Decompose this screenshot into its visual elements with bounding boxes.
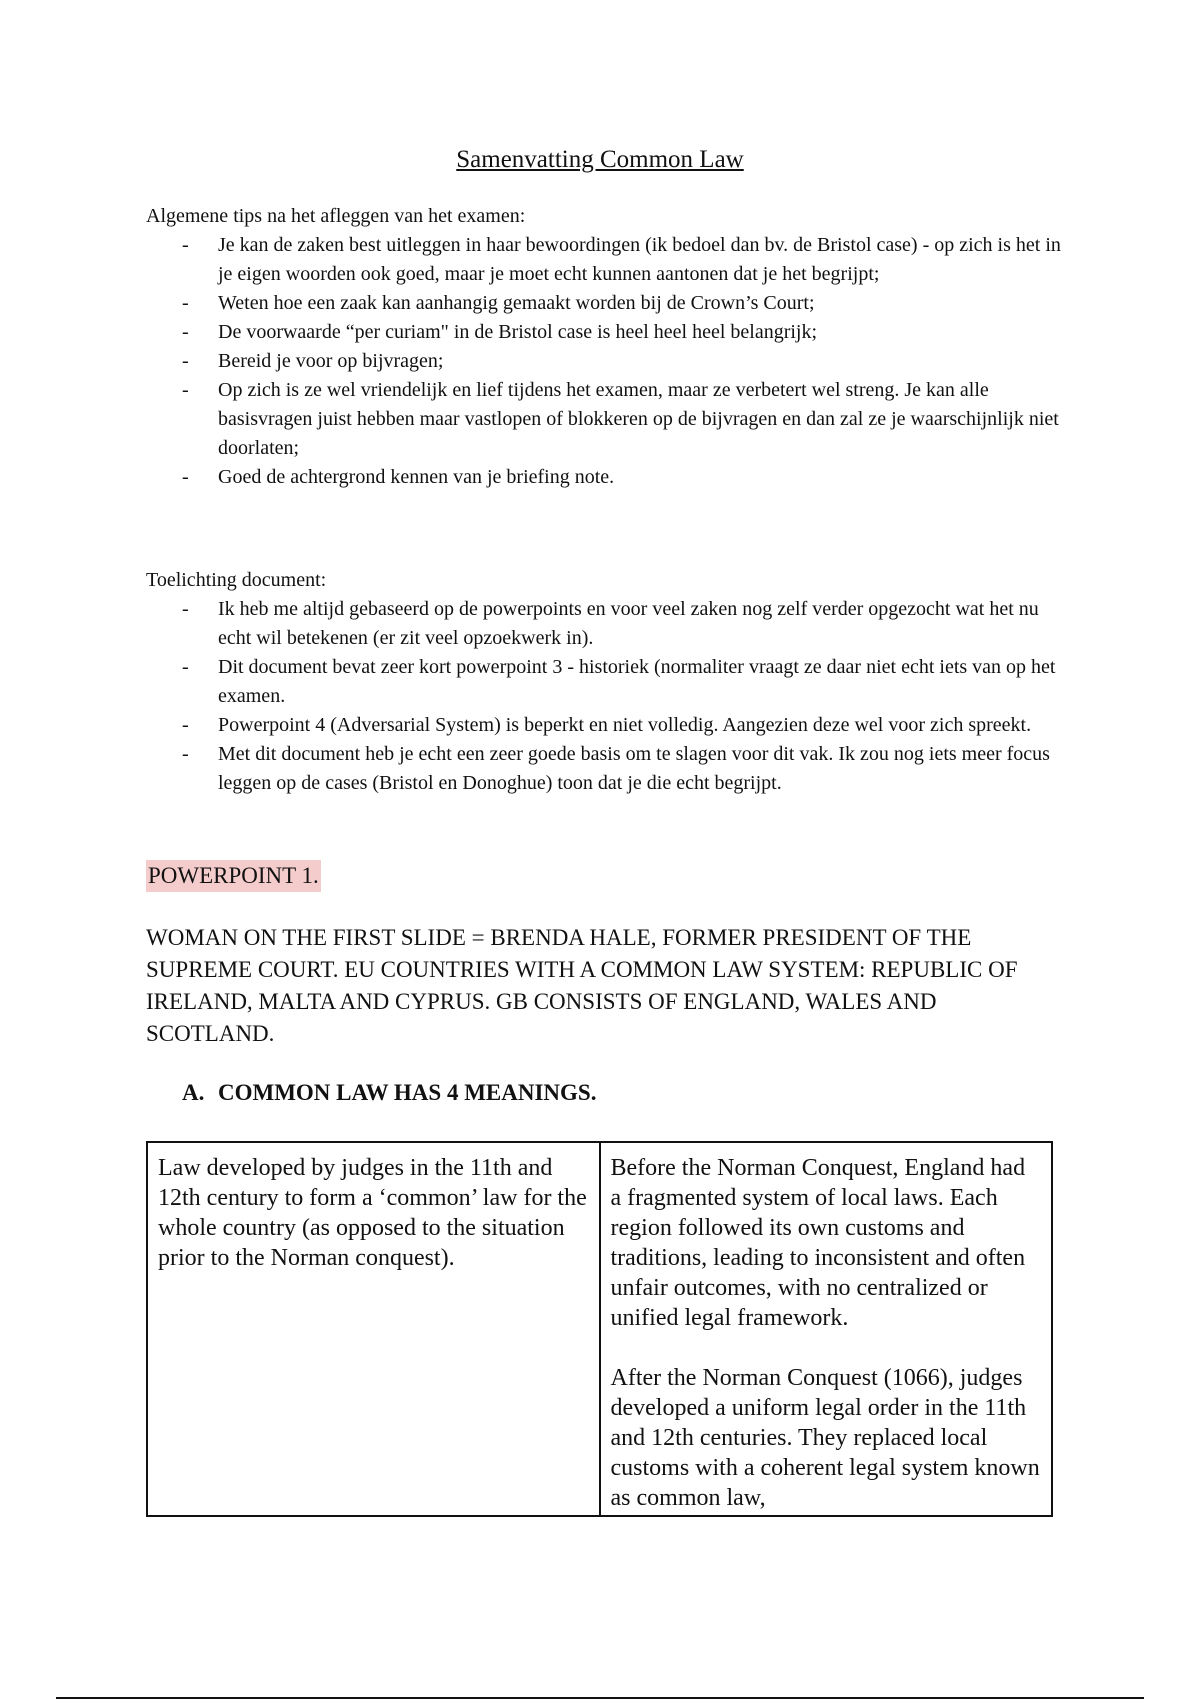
list-item: - Je kan de zaken best uitleggen in haar bewoordingen (ik bedoel dan bv. de Bristol case) - op zich is het in je eigen woorden ook goed, maar je moet echt kunnen aantonen dat je het begrijpt;: [146, 231, 1066, 289]
list-item: - Powerpoint 4 (Adversarial System) is beperkt en niet volledig. Aangezien deze wel voor zich spreekt.: [146, 711, 1066, 740]
list-item: - Bereid je voor op bijvragen;: [146, 347, 1066, 376]
table-cell-right: [600, 1142, 1053, 1516]
page-divider: [56, 1697, 1144, 1699]
powerpoint-label: POWERPOINT 1.: [146, 860, 321, 892]
subheading-marker: A.: [182, 1080, 205, 1105]
table-row: [147, 1142, 1052, 1516]
cell-text: Law developed by judges in the 11th and 12th century to form a ‘common’ law for the whole country (as opposed to the situation prior to the Norman conquest).: [158, 1155, 587, 1271]
list-item: - Op zich is ze wel vriendelijk en lief tijdens het examen, maar ze verbetert wel streng. Je kan alle basisvragen juist hebben maar vastlopen of blokkeren op de bijvragen en dan zal ze je waarschijnlijk niet doorlaten;: [146, 376, 1066, 463]
list-item: - Met dit document heb je echt een zeer goede basis om te slagen voor dit vak. Ik zou nog iets meer focus leggen op de cases (Bristol en Donoghue) toon dat je die echt begrijpt.: [146, 740, 1066, 798]
exam-tips-section: [146, 202, 1066, 492]
intro-paragraph: WOMAN ON THE FIRST SLIDE = BRENDA HALE, FORMER PRESIDENT OF THE SUPREME COURT. EU COUNTRIES WITH A COMMON LAW SYSTEM: REPUBLIC OF IRELAND, MALTA AND CYPRUS. GB CONSISTS OF ENGLAND, WALES AND SCOTLAND.: [146, 925, 1018, 1046]
cell-text: After the Norman Conquest (1066), judges developed a uniform legal order in the 11th and 12th centuries. They replaced local customs with a coherent legal system known as common law,: [610, 1365, 1040, 1511]
list-item: - De voorwaarde “per curiam" in de Bristol case is heel heel heel belangrijk;: [146, 318, 1066, 347]
document-notes-list: [146, 595, 1066, 798]
section-subheading: [182, 1080, 596, 1106]
list-item: - Goed de achtergrond kennen van je briefing note.: [146, 463, 1066, 492]
list-item: - Dit document bevat zeer kort powerpoint 3 - historiek (normaliter vraagt ze daar niet echt iets van op het examen.: [146, 653, 1066, 711]
document-notes-heading: Toelichting document:: [146, 569, 327, 591]
exam-tips-list: [146, 231, 1066, 492]
list-item: - Weten hoe een zaak kan aanhangig gemaakt worden bij de Crown’s Court;: [146, 289, 1066, 318]
table-cell-left: [147, 1142, 600, 1516]
cell-text: Before the Norman Conquest, England had a fragmented system of local laws. Each region followed its own customs and traditions, leading to inconsistent and often unfair outcomes, with no centralized or unified legal framework.: [610, 1155, 1026, 1331]
document-title: Samenvatting Common Law: [456, 146, 744, 173]
document-notes-section: [146, 566, 1066, 798]
meanings-table: [146, 1141, 1053, 1517]
subheading-text: COMMON LAW HAS 4 MEANINGS.: [218, 1080, 597, 1105]
list-item: - Ik heb me altijd gebaseerd op de powerpoints en voor veel zaken nog zelf verder opgezocht wat het nu echt wil betekenen (er zit veel opzoekwerk in).: [146, 595, 1066, 653]
exam-tips-heading: Algemene tips na het afleggen van het examen:: [146, 205, 526, 227]
